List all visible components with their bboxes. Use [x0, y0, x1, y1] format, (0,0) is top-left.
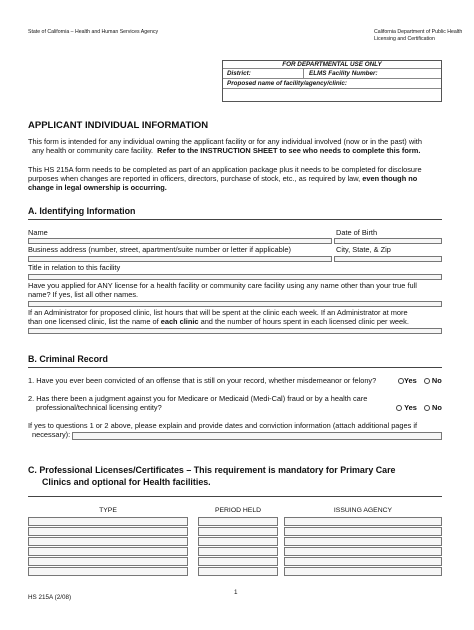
- q2-options: [396, 404, 442, 413]
- dob-field[interactable]: [334, 238, 442, 244]
- dept-divider: [303, 69, 304, 78]
- q2-line-b: professional/technical licensing entity?: [36, 402, 162, 412]
- title-relation-field[interactable]: [28, 274, 442, 280]
- city-state-zip-field[interactable]: [334, 256, 442, 262]
- q2-no-label: No: [431, 403, 442, 412]
- section-b-title: B. Criminal Record: [28, 354, 108, 364]
- license-period-held-field[interactable]: [198, 557, 278, 566]
- license-issuing-agency-field[interactable]: [284, 567, 442, 576]
- q1-no-label: No: [431, 376, 442, 385]
- intro-paragraph-2: [28, 166, 448, 193]
- q2-yes-label: Yes: [404, 403, 417, 412]
- section-c-title: [28, 464, 448, 488]
- license-issuing-agency-field[interactable]: [284, 557, 442, 566]
- section-c-rule: [28, 496, 442, 497]
- q2-no-radio[interactable]: [424, 405, 430, 411]
- license-type-field[interactable]: [28, 557, 188, 566]
- criminal-question-2: [28, 395, 408, 413]
- license-period-held-field[interactable]: [198, 567, 278, 576]
- section-c-title-line1: C. Professional Licenses/Certificates – This requirement is mandatory for Primary Care: [28, 465, 396, 475]
- intro1-line-a: This form is intended for any individual owning the applicant facility or for any individual involved (now or in the past) with: [28, 137, 422, 146]
- license-type-field[interactable]: [28, 567, 188, 576]
- q2-yes-radio[interactable]: [396, 405, 402, 411]
- col-type: TYPE: [99, 507, 117, 514]
- form-id: HS 215A (2/08): [28, 594, 72, 601]
- col-issuing-agency: ISSUING AGENCY: [333, 507, 393, 514]
- elms-label: ELMS Facility Number:: [309, 70, 378, 77]
- license-issuing-agency-field[interactable]: [284, 527, 442, 536]
- license-period-held-field[interactable]: [198, 517, 278, 526]
- section-a-rule: [28, 219, 442, 220]
- license-type-field[interactable]: [28, 517, 188, 526]
- administrator-question: [28, 309, 448, 327]
- title-relation-label: Title in relation to this facility: [28, 263, 121, 272]
- q1-yes-label: Yes: [404, 376, 417, 385]
- license-period-held-field[interactable]: [198, 537, 278, 546]
- section-b-rule: [28, 367, 442, 368]
- admin-line2c: and the number of hours spent in each licensed clinic per week.: [200, 316, 409, 326]
- q2-line-a: 2. Has there been a judgment against you for Medicare or Medicaid (Medi-Cal) fraud or by a health care: [28, 394, 368, 403]
- business-address-label: Business address (number, street, apartment/suite number or letter if applicable): [28, 245, 291, 254]
- col-period-held: PERIOD HELD: [214, 507, 262, 514]
- license-period-held-field[interactable]: [198, 527, 278, 536]
- criminal-question-1: 1. Have you ever been convicted of an offense that is still on your record, whether misdemeanor or felony?: [28, 376, 377, 385]
- page-title: APPLICANT INDIVIDUAL INFORMATION: [28, 120, 209, 131]
- admin-line2b: each clinic: [160, 316, 199, 326]
- department-header-line2: Licensing and Certification: [374, 36, 435, 42]
- explain-field[interactable]: [72, 432, 442, 440]
- name-field[interactable]: [28, 238, 332, 244]
- administrator-field[interactable]: [28, 328, 442, 334]
- proposed-name-label: Proposed name of facility/agency/clinic:: [227, 80, 348, 87]
- admin-line1: If an Administrator for proposed clinic, list hours that will be spent at the clinic each week. If an Administrator at more: [28, 308, 408, 317]
- city-state-zip-label: City, State, & Zip: [336, 245, 391, 254]
- section-c-title-line2: Clinics and optional for Health facilities.: [42, 477, 211, 487]
- q1-no-radio[interactable]: [424, 378, 430, 384]
- business-address-field[interactable]: [28, 256, 332, 262]
- intro2-bold2: change in legal ownership is occurring.: [28, 182, 167, 192]
- agency-header: State of California – Health and Human Services Agency: [28, 29, 159, 35]
- explain-line2: necessary):: [32, 429, 71, 439]
- page-number: 1: [234, 589, 238, 596]
- dob-label: Date of Birth: [336, 228, 378, 237]
- license-period-held-field[interactable]: [198, 547, 278, 556]
- q1-options: [398, 377, 442, 386]
- intro1-line-b: any health or community care facility.: [32, 145, 154, 155]
- intro1-bold: Refer to the INSTRUCTION SHEET to see who needs to complete this form.: [157, 145, 421, 155]
- license-issuing-agency-field[interactable]: [284, 537, 442, 546]
- license-type-field[interactable]: [28, 527, 188, 536]
- intro2-bold1: even though no: [362, 173, 418, 183]
- intro2-line-a: This HS 215A form needs to be completed as part of an application package plus it needs to be completed for disclosure: [28, 165, 422, 174]
- license-type-field[interactable]: [28, 537, 188, 546]
- other-names-line2: name? If yes, list all other names.: [28, 289, 139, 299]
- dept-box-title: FOR DEPARTMENTAL USE ONLY: [223, 61, 441, 69]
- intro-paragraph-1: [28, 138, 448, 156]
- intro2-line-b: purposes when changes are reported in officers, directors, purchase of stock, etc., as required by law,: [28, 173, 361, 183]
- other-names-question: [28, 282, 448, 300]
- license-issuing-agency-field[interactable]: [284, 517, 442, 526]
- license-issuing-agency-field[interactable]: [284, 547, 442, 556]
- departmental-use-box: [222, 60, 442, 102]
- license-type-field[interactable]: [28, 547, 188, 556]
- department-header-line1: California Department of Public Health: [374, 29, 463, 35]
- admin-line2a: than one licensed clinic, list the name of: [28, 316, 159, 326]
- district-label: District:: [227, 70, 251, 77]
- name-label: Name: [28, 228, 48, 237]
- section-a-title: A. Identifying Information: [28, 206, 136, 216]
- other-names-line1: Have you applied for ANY license for a health facility or community care facility using any name other than your true full: [28, 281, 417, 290]
- other-names-field[interactable]: [28, 301, 442, 307]
- explain-line1: If yes to questions 1 or 2 above, please explain and provide dates and conviction information (attach additional pages if: [28, 421, 418, 430]
